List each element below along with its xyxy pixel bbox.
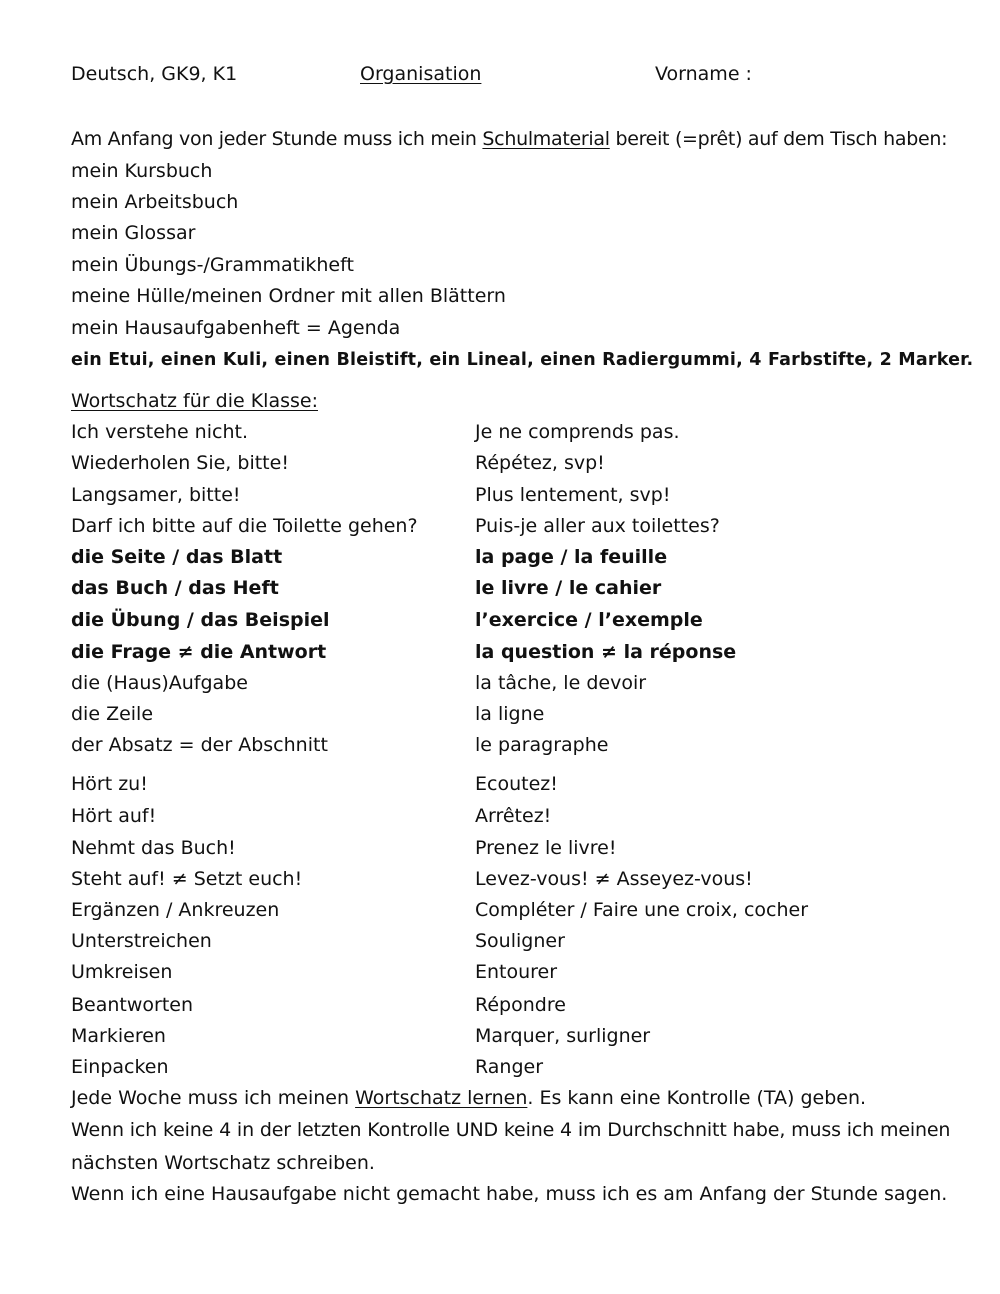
material-item: mein Kursbuch [71, 160, 213, 182]
vocab-fr: Levez-vous! ≠ Asseyez-vous! [475, 868, 753, 890]
vocab-fr: Compléter / Faire une croix, cocher [475, 899, 809, 921]
vocab-de: der Absatz = der Abschnitt [71, 734, 328, 756]
vocab-fr: le livre / le cahier [475, 577, 662, 599]
vocab-de: Umkreisen [71, 961, 173, 983]
vocab-de: die Frage ≠ die Antwort [71, 641, 327, 663]
rule-vocab-learning [71, 1086, 866, 1110]
material-item: mein Übungs-/Grammatikheft [71, 254, 354, 276]
vocab-de: Wiederholen Sie, bitte! [71, 452, 289, 474]
vocab-fr: la ligne [475, 703, 545, 725]
page-title: Organisation [360, 63, 482, 85]
vocab-fr: Souligner [475, 930, 565, 952]
vocab-fr: Ranger [475, 1056, 544, 1078]
course-label: Deutsch, GK9, K1 [71, 63, 238, 85]
rule-homework: Wenn ich eine Hausaufgabe nicht gemacht habe, muss ich es am Anfang der Stunde sagen. [71, 1183, 948, 1205]
vocab-fr: Ecoutez! [475, 773, 558, 795]
vocab-de: Einpacken [71, 1056, 169, 1078]
vocab-fr: Plus lentement, svp! [475, 484, 671, 506]
vocab-fr: Marquer, surligner [475, 1025, 651, 1047]
vocab-de: Unterstreichen [71, 930, 212, 952]
vocab-de: Hört auf! [71, 805, 157, 827]
vocab-fr: la tâche, le devoir [475, 672, 647, 694]
intro-underlined: Schulmaterial [482, 128, 610, 150]
intro-text-before: Am Anfang von jeder Stunde muss ich mein [71, 128, 483, 150]
intro-text-after: bereit (=prêt) auf dem Tisch haben: [609, 128, 948, 150]
rule-text: Jede Woche muss ich meinen [71, 1087, 356, 1109]
vocab-fr: Répétez, svp! [475, 452, 605, 474]
vocab-de: Steht auf! ≠ Setzt euch! [71, 868, 303, 890]
vocab-fr: la page / la feuille [475, 546, 668, 568]
material-item: mein Glossar [71, 222, 196, 244]
vocab-de: Langsamer, bitte! [71, 484, 241, 506]
vocab-fr: Prenez le livre! [475, 837, 617, 859]
vocab-de: Beantworten [71, 994, 194, 1016]
vocab-fr: l’exercice / l’exemple [475, 609, 703, 631]
vocab-heading: Wortschatz für die Klasse: [71, 390, 318, 412]
rule-grade-line1: Wenn ich keine 4 in der letzten Kontrolle UND keine 4 im Durchschnitt habe, muss ich meinen [71, 1119, 951, 1141]
material-item: meine Hülle/meinen Ordner mit allen Blättern [71, 285, 506, 307]
vocab-de: die Seite / das Blatt [71, 546, 283, 568]
vocab-de: die Zeile [71, 703, 154, 725]
intro-sentence [71, 127, 947, 151]
rule-grade-line2: nächsten Wortschatz schreiben. [71, 1152, 375, 1174]
vocab-de: die Übung / das Beispiel [71, 609, 330, 631]
material-item: mein Hausaufgabenheft = Agenda [71, 317, 401, 339]
vocab-de: Ich verstehe nicht. [71, 421, 248, 443]
material-item: mein Arbeitsbuch [71, 191, 239, 213]
vocab-fr: la question ≠ la réponse [475, 641, 737, 663]
firstname-label: Vorname : [655, 63, 752, 85]
vocab-fr: le paragraphe [475, 734, 609, 756]
vocab-de: Ergänzen / Ankreuzen [71, 899, 280, 921]
vocab-fr: Puis-je aller aux toilettes? [475, 515, 720, 537]
vocab-de: die (Haus)Aufgabe [71, 672, 248, 694]
vocab-de: Markieren [71, 1025, 166, 1047]
vocab-fr: Je ne comprends pas. [475, 421, 680, 443]
vocab-fr: Répondre [475, 994, 566, 1016]
rule-text: . Es kann eine Kontrolle (TA) geben. [527, 1087, 867, 1109]
vocab-de: das Buch / das Heft [71, 577, 279, 599]
rule-underlined: Wortschatz lernen [355, 1087, 528, 1109]
vocab-fr: Arrêtez! [475, 805, 552, 827]
vocab-de: Nehmt das Buch! [71, 837, 236, 859]
vocab-de: Hört zu! [71, 773, 148, 795]
vocab-fr: Entourer [475, 961, 558, 983]
material-item-bold: ein Etui, einen Kuli, einen Bleistift, ein Lineal, einen Radiergummi, 4 Farbstifte, 2 Marker. [71, 350, 974, 370]
vocab-de: Darf ich bitte auf die Toilette gehen? [71, 515, 418, 537]
